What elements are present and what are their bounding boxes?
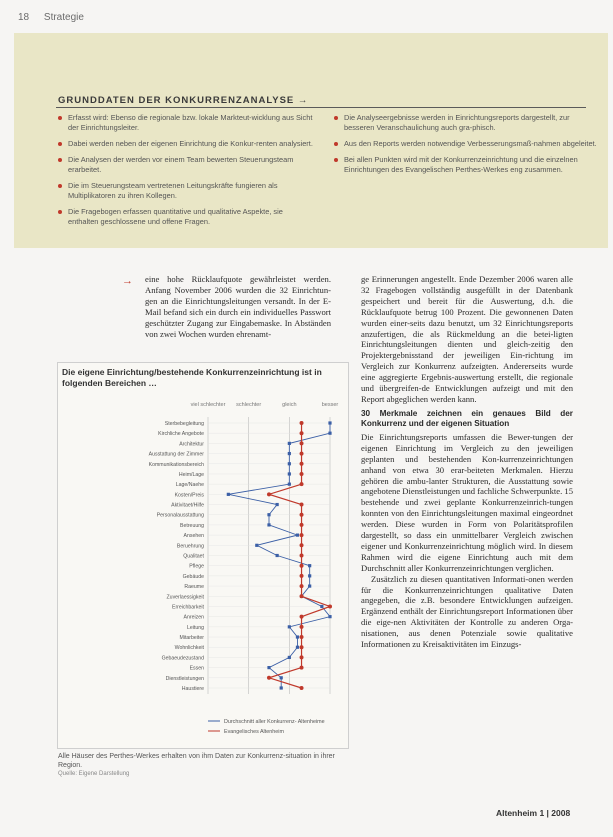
data-point-competitor: [288, 442, 291, 445]
category-label: Raeume: [184, 584, 204, 591]
data-point-own: [300, 564, 304, 568]
category-label: Essen: [189, 665, 204, 672]
category-label: Gebäude: [182, 573, 204, 580]
category-label: Lage/Naehe: [175, 482, 204, 489]
data-point-competitor: [308, 584, 311, 587]
data-point-own: [300, 574, 304, 578]
category-label: Ausstattung der Zimmer: [148, 451, 204, 458]
data-point-own: [300, 421, 304, 425]
data-point-own: [300, 615, 304, 619]
info-box: [14, 33, 608, 248]
data-point-competitor: [288, 462, 291, 465]
chart-source: Quelle: Eigene Darstellung: [58, 771, 130, 777]
article-subheading: 30 Merkmale zeichnen ein genaues Bild der Konkurrenz und der eigenen Situation: [361, 408, 573, 429]
category-label: Kosten/Preis: [174, 492, 204, 499]
data-point-own: [300, 523, 304, 527]
data-point-own: [328, 604, 332, 608]
category-label: Aktivitaet/Hilfe: [171, 502, 204, 509]
data-point-own: [267, 492, 271, 496]
data-point-own: [300, 431, 304, 435]
category-label: Heim/Lage: [178, 471, 204, 478]
data-point-competitor: [267, 666, 270, 669]
data-point-competitor: [296, 646, 299, 649]
info-box-left-item: Die Fragebogen erfassen quantitative und qualitative Aspekte, sie enthalten geschlossene und offene Fragen.: [56, 207, 314, 227]
scale-label: schlechter: [236, 402, 262, 408]
data-point-competitor: [255, 544, 258, 547]
category-label: Ansehen: [183, 533, 204, 540]
article-paragraph-2: Die Einrichtungsreports umfassen die Bewer-tungen der eigenen Einrichtung im Vergleich zu den jeweiligen geplanten und bestehenden Kon-kurrenzeinrichtungen anhand von etwa 30 erar-beiteten Merkmalen. Hierzu gehören die ambu-lanter Strukturen, die Ausstattung sowie angebotene Dienstleistungen und fachliche Schwerpunkte. 15 bestehende und zwei geplante Konkurrenzeinrich-tungen konnten von den Einrichtungsleitungen maximal eingeordnet werden. Diese wurden in Form von Polaritätsprofilen dargestellt, so dass ein unmittelbarer Vergleich zwischen eigener und Konkurrenzeinrichtung möglich wird. In diesem Rahmen wird die eigene Einrichtung auch mit dem Durchschnitt aller Konkurrenzeinrichtungen verglichen.: [361, 431, 573, 573]
data-point-own: [300, 554, 304, 558]
data-point-own: [300, 645, 304, 649]
info-box-right-item: Bei allen Punkten wird mit der Konkurrenzeinrichtung und die einzelnen Einrichtungen des Evangelischen Perthes-Werkes eng zusammen.: [332, 155, 600, 175]
data-point-own: [300, 625, 304, 629]
category-label: Erreichbarkeit: [171, 604, 204, 611]
data-point-competitor: [276, 554, 279, 557]
scale-label: besser: [321, 402, 339, 408]
info-box-left-item: Die im Steuerungsteam vertretenen Leitungskräfte fungieren als Multiplikatoren zu ihren Kollegen.: [56, 181, 314, 201]
info-box-left-item: Dabei werden neben der eigenen Einrichtung die Konkur-renten analysiert.: [56, 139, 314, 149]
chart-caption: Alle Häuser des Perthes-Werkes erhalten von ihm Daten zur Konkurrenz-situation in ihrer Region.: [58, 753, 335, 769]
data-point-competitor: [328, 615, 331, 618]
category-label: Pflege: [189, 563, 204, 570]
category-label: Kirchliche Angebote: [158, 431, 204, 438]
category-label: Beruehrung: [176, 543, 204, 550]
data-point-own: [300, 666, 304, 670]
data-point-own: [300, 462, 304, 466]
data-point-own: [300, 513, 304, 517]
data-point-competitor: [320, 605, 323, 608]
data-point-own: [300, 594, 304, 598]
data-point-own: [300, 503, 304, 507]
data-point-own: [300, 635, 304, 639]
data-point-competitor: [296, 534, 299, 537]
data-point-competitor: [288, 625, 291, 628]
category-label: Dienstleistungen: [165, 675, 204, 682]
data-point-competitor: [267, 513, 270, 516]
category-label: Betreuung: [180, 522, 204, 529]
category-label: Architektur: [179, 441, 204, 448]
category-label: Kommunikationsbereich: [148, 461, 204, 468]
info-box-left-item: Die Analysen der werden vor einem Team bewerten Steuerungsteam erarbeitet.: [56, 155, 314, 175]
data-point-competitor: [308, 564, 311, 567]
article-paragraph-3: Zusätzlich zu diesen quantitativen Informati-onen werden für die Konkurrenzeinrichtungen qualitative Daten angegeben, die z.B. besondere Entwicklungen aufzeigen. Ergänzend enthält der Einrichtungsreport Informationen über die eige-nen Aktivitäten der Kontrolle zu anderen Orga-nisationen, aus denen Potenziale sowie qualitative Informationen zu Kreisaktivitäten im Einzugs-: [361, 573, 573, 650]
data-point-competitor: [280, 686, 283, 689]
category-label: Anreizen: [183, 614, 204, 621]
data-point-own: [300, 533, 304, 537]
section-label: Strategie: [43, 12, 84, 23]
data-point-own: [300, 686, 304, 690]
data-point-own: [300, 584, 304, 588]
data-point-own: [300, 482, 304, 486]
page-header: [18, 12, 84, 23]
chart-title: Die eigene Einrichtung/bestehende Konkurrenzeinrichtung ist in folgenden Bereichen …: [62, 367, 322, 388]
scale-label: gleich: [282, 402, 297, 408]
chart-svg: [58, 363, 348, 748]
article-column-middle: eine hohe Rücklaufquote gewährleistet werden. Anfang November 2006 wurden die 32 Einrichtun-gen an die Einrichtungsleitungen versandt. In der E-Mail befand sich ein durch ein individuelles Passwort geschützter Zugang zur Eingabemaske. In Abständen von zwei Wochen wurden ehrenamt-: [145, 274, 331, 339]
page-number: 18: [18, 12, 30, 23]
category-label: Sterbebegleitung: [164, 421, 204, 427]
data-point-own: [300, 655, 304, 659]
data-point-competitor: [276, 503, 279, 506]
article-column-right: [361, 274, 573, 650]
data-point-own: [267, 676, 271, 680]
data-point-own: [300, 441, 304, 445]
info-box-left-item: Erfasst wird: Ebenso die regionale bzw. lokale Markteut-wicklung aus Sicht der Einrichtungsleiter.: [56, 113, 314, 133]
category-label: Leitung: [186, 624, 204, 631]
info-box-right-column: [332, 113, 600, 181]
data-point-competitor: [288, 656, 291, 659]
data-point-competitor: [288, 472, 291, 475]
data-point-competitor: [267, 523, 270, 526]
category-label: Haustiere: [181, 686, 204, 692]
data-point-competitor: [328, 421, 331, 424]
legend-label: Durchschnitt aller Konkurrenz- Altenheime: [224, 719, 325, 725]
data-point-competitor: [328, 432, 331, 435]
polarity-profile-chart: [57, 362, 349, 749]
info-box-left-column: [56, 113, 314, 233]
data-point-competitor: [288, 483, 291, 486]
info-box-title: GRUNDDATEN DER KONKURRENZANALYSE →: [58, 95, 309, 106]
data-point-own: [300, 452, 304, 456]
data-point-competitor: [227, 493, 230, 496]
arrow-icon: →: [122, 275, 133, 287]
data-point-competitor: [280, 676, 283, 679]
legend-label: Evangelisches Altenheim: [224, 729, 284, 735]
category-label: Gebaeudezustand: [161, 655, 204, 662]
info-box-rule: [56, 107, 586, 108]
page-footer: Altenheim 1 | 2008: [496, 808, 571, 818]
category-label: Mitarbeiter: [179, 635, 204, 642]
data-point-competitor: [308, 574, 311, 577]
data-point-competitor: [288, 452, 291, 455]
info-box-right-item: Die Analyseergebnisse werden in Einrichtungsreports dargestellt, zur besseren Veranschaulichung auch gra-phisch.: [332, 113, 600, 133]
data-point-own: [300, 472, 304, 476]
category-label: Zuverlaessigkeit: [166, 594, 204, 601]
data-point-competitor: [296, 635, 299, 638]
category-label: Wohnlichkeit: [174, 645, 204, 652]
scale-label: viel schlechter: [190, 402, 226, 408]
data-point-own: [300, 543, 304, 547]
info-box-right-item: Aus den Reports werden notwendige Verbesserungsmaß-nahmen abgeleitet.: [332, 139, 600, 149]
category-label: Personalausstattung: [156, 512, 204, 519]
article-paragraph-1: ge Erinnerungen angestellt. Ende Dezember 2006 waren alle 32 Fragebogen vollständig ausgefüllt in der Datenbank gespeichert und bereit für die Auswertung, d.h. die Rücklaufquote betrug 100 Prozent. Die gewonnenen Daten wurden einer-seits dazu benutzt, um 32 Einrichtungsreports anzufertigen, die als Rückmeldung an die betei-ligten Einrichtungsleitungen dienten und gleich-zeitig den Projektergebnisstand der jeweiligen Ein-richtung im Vergleich zur Konkurrenz aufzeigten. Andererseits wurde eine aggregierte Ergebnis-auswertung erstellt, die regionale und übergreifen-de Entwicklungen aufzeigt und mit den Report abgeglichen werden kann.: [361, 274, 573, 404]
category-label: Qualitaet: [183, 553, 204, 560]
